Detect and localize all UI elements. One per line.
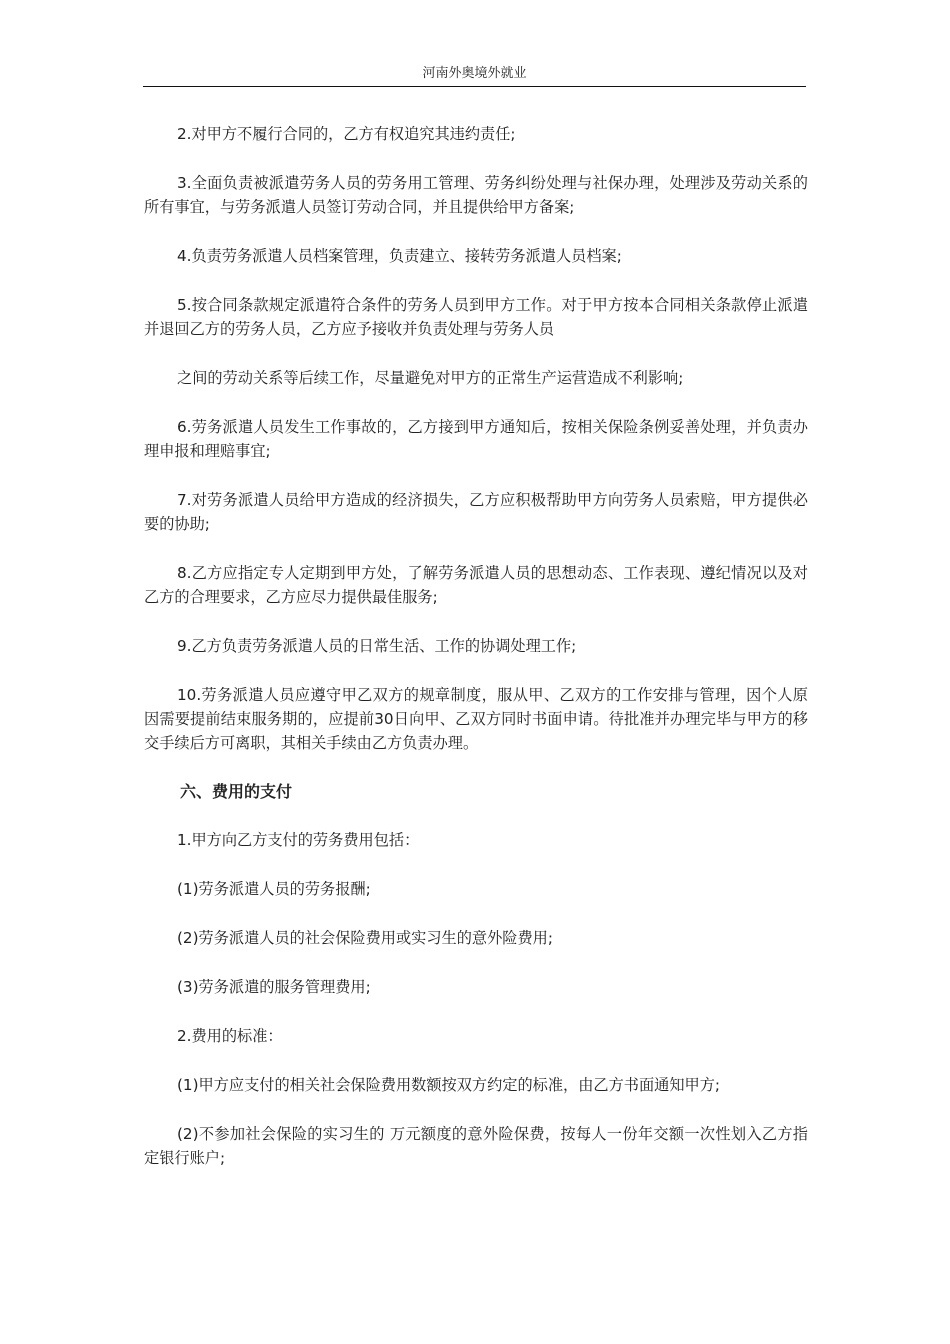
fee-item-1-1: (1)劳务派遣人员的劳务报酬; (177, 880, 371, 898)
clause-10: 10.劳务派遣人员应遵守甲乙双方的规章制度，服从甲、乙双方的工作安排与管理，因个人原因需要提前结束服务期的，应提前30日向甲、乙双方同时书面申请。待批准并办理完毕与甲方的移交手续后方可离职，其相关手续由乙方负责办理。 (144, 686, 808, 752)
clause-3: 3.全面负责被派遣劳务人员的劳务用工管理、劳务纠纷处理与社保办理，处理涉及劳动关系的所有事宜，与劳务派遣人员签订劳动合同，并且提供给甲方备案; (144, 174, 808, 216)
fee-item-2-1: (1)甲方应支付的相关社会保险费用数额按双方约定的标准，由乙方书面通知甲方; (177, 1076, 721, 1094)
fee-item-2-2: (2)不参加社会保险的实习生的 万元额度的意外险保费，按每人一份年交额一次性划入乙方指定银行账户; (144, 1125, 808, 1167)
clause-5: 5.按合同条款规定派遣符合条件的劳务人员到甲方工作。对于甲方按本合同相关条款停止派遣并退回乙方的劳务人员，乙方应予接收并负责处理与劳务人员 (144, 296, 808, 338)
fee-item-1-3: (3)劳务派遣的服务管理费用; (177, 978, 371, 996)
document-body (144, 122, 808, 1195)
clause-5-continued: 之间的劳动关系等后续工作，尽量避免对甲方的正常生产运营造成不利影响; (177, 369, 684, 387)
section-heading-fees: 六、费用的支付 (180, 782, 293, 801)
page-header: 河南外奥境外就业 (143, 64, 806, 87)
fee-item-2: 2.费用的标准： (177, 1027, 283, 1045)
clause-2: 2.对甲方不履行合同的，乙方有权追究其违约责任; (177, 125, 516, 143)
fee-item-1: 1.甲方向乙方支付的劳务费用包括： (177, 831, 420, 849)
clause-8: 8.乙方应指定专人定期到甲方处，了解劳务派遣人员的思想动态、工作表现、遵纪情况以及对乙方的合理要求，乙方应尽力提供最佳服务; (144, 564, 808, 606)
clause-9: 9.乙方负责劳务派遣人员的日常生活、工作的协调处理工作; (177, 637, 577, 655)
fee-item-1-2: (2)劳务派遣人员的社会保险费用或实习生的意外险费用; (177, 929, 553, 947)
clause-6: 6.劳务派遣人员发生工作事故的，乙方接到甲方通知后，按相关保险条例妥善处理，并负责办理申报和理赔事宜; (144, 418, 808, 460)
clause-7: 7.对劳务派遣人员给甲方造成的经济损失，乙方应积极帮助甲方向劳务人员索赔，甲方提供必要的协助; (144, 491, 808, 533)
clause-4: 4.负责劳务派遣人员档案管理，负责建立、接转劳务派遣人员档案; (177, 247, 622, 265)
